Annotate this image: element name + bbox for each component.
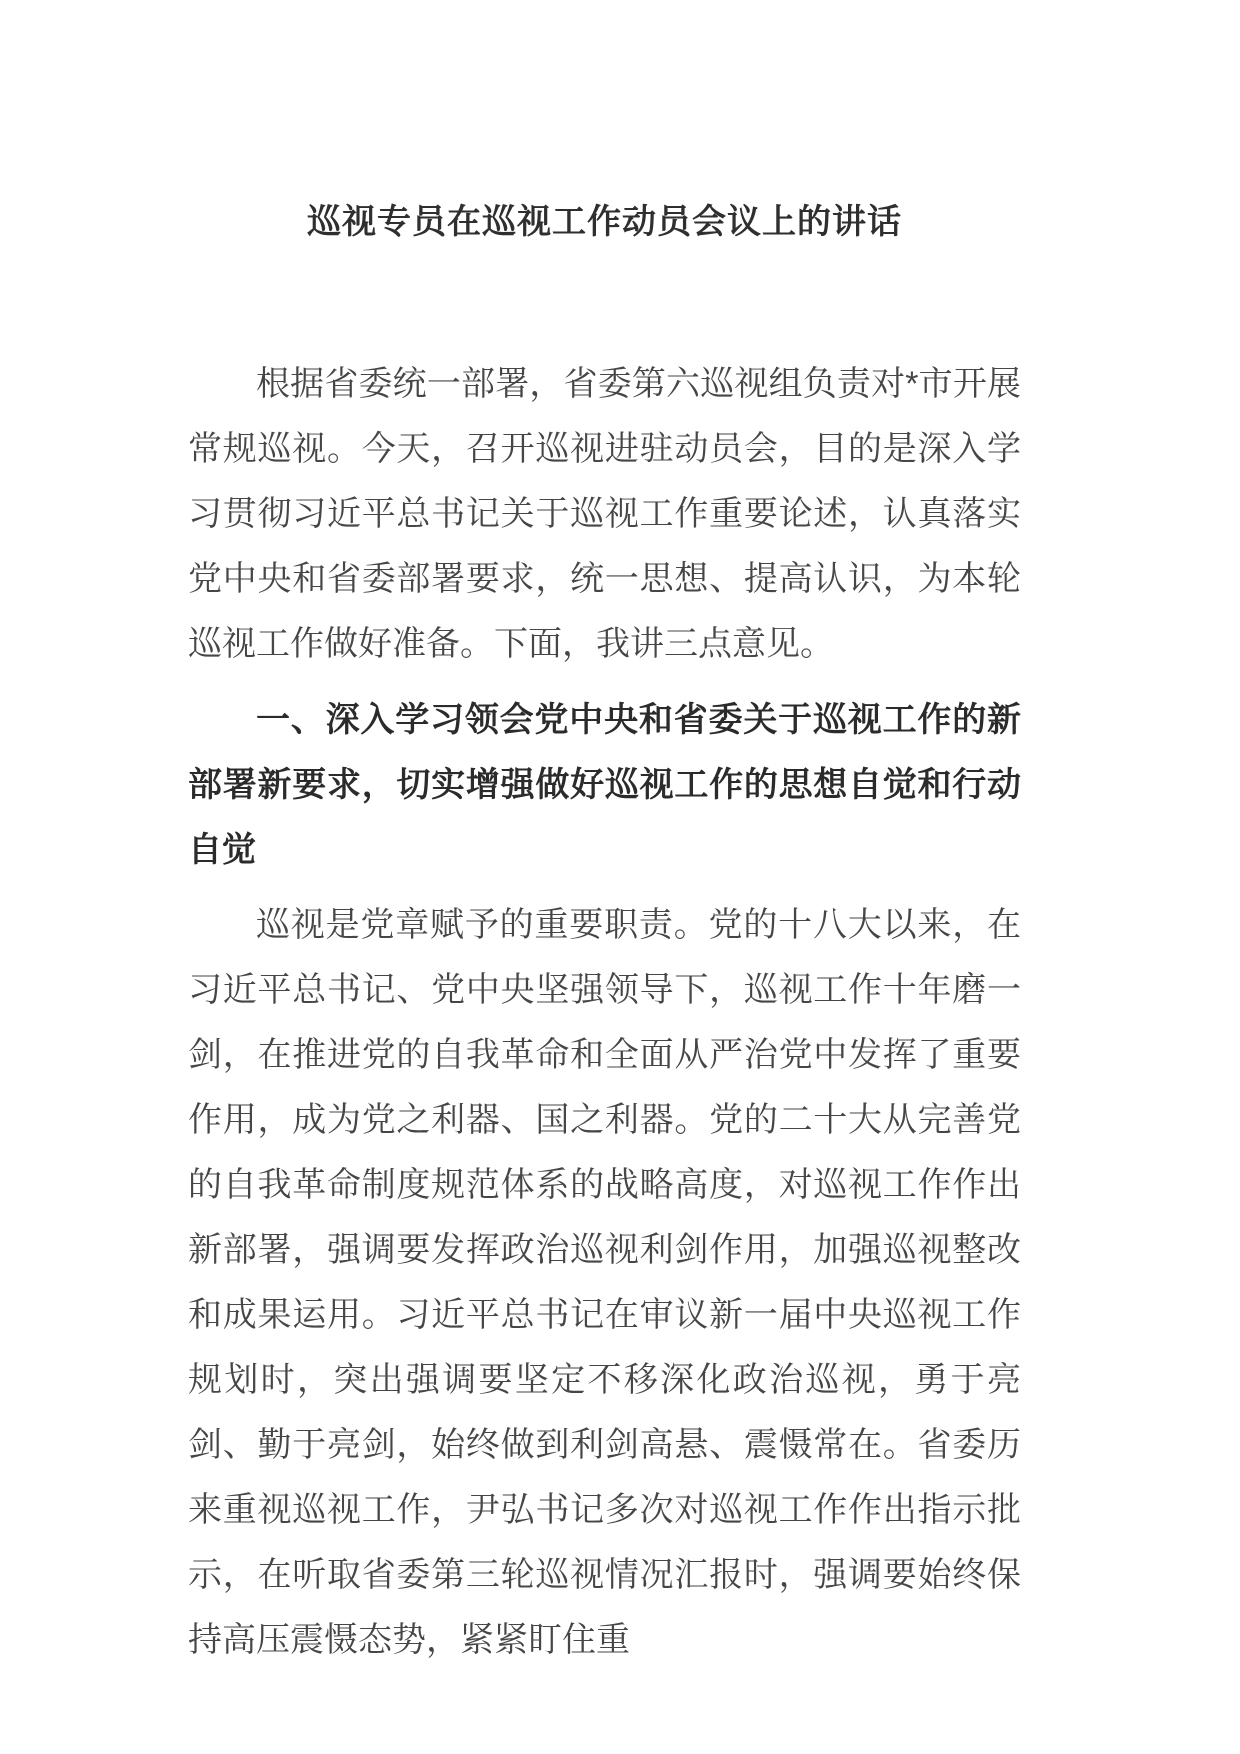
paragraph-section-1-body: 巡视是党章赋予的重要职责。党的十八大以来，在习近平总书记、党中央坚强领导下，巡视工作十年磨一剑，在推进党的自我革命和全面从严治党中发挥了重要作用，成为党之利器、国之利器。党的二十大从完善党的自我革命制度规范体系的战略高度，对巡视工作作出新部署，强调要发挥政治巡视利剑作用，加强巡视整改和成果运用。习近平总书记在审议新一届中央巡视工作规划时，突出强调要坚定不移深化政治巡视，勇于亮剑、勤于亮剑，始终做到利剑高悬、震慑常在。省委历来重视巡视工作，尹弘书记多次对巡视工作作出指示批示，在听取省委第三轮巡视情况汇报时，强调要始终保持高压震慑态势，紧紧盯住重 [188,906,1021,1659]
document-content [188,190,1021,1673]
paragraph-intro: 根据省委统一部署，省委第六巡视组负责对*市开展常规巡视。今天，召开巡视进驻动员会，目的是深入学习贯彻习近平总书记关于巡视工作重要论述，认真落实党中央和省委部署要求，统一思想、提高认识，为本轮巡视工作做好准备。下面，我讲三点意见。 [188,365,1021,663]
section-heading-1: 一、深入学习领会党中央和省委关于巡视工作的新部署新要求，切实增强做好巡视工作的思想自觉和行动自觉 [188,701,1021,869]
document-title: 巡视专员在巡视工作动员会议上的讲话 [307,203,902,241]
